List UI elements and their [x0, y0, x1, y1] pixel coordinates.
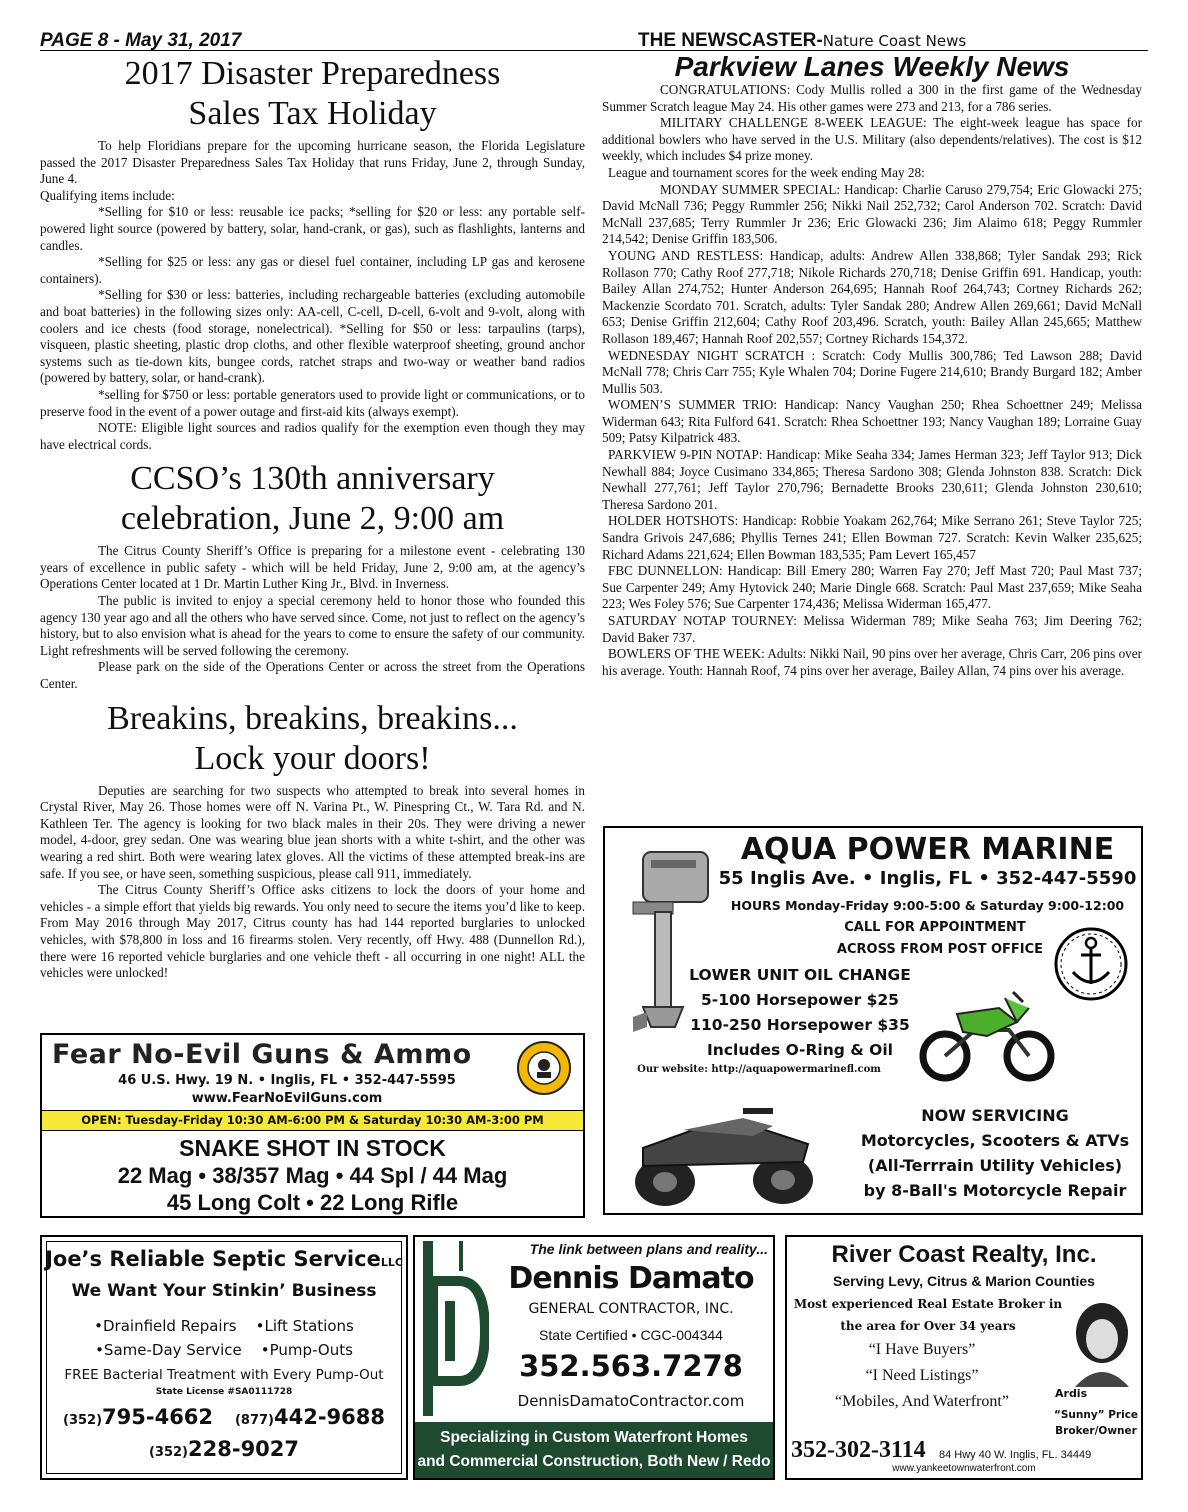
joe-phone: 228-9027	[188, 1437, 300, 1461]
article-paragraph: Please park on the side of the Operations Center or across the street from the Operations Center.	[40, 659, 585, 692]
river-agent-title: Broker/Owner	[1055, 1425, 1137, 1437]
dennis-company: GENERAL CONTRACTOR, INC.	[528, 1301, 734, 1317]
joe-phones-row	[42, 1405, 406, 1429]
parkview-title: Parkview Lanes Weekly News	[674, 51, 1070, 82]
river-quote: “Mobiles, And Waterfront”	[835, 1393, 1009, 1410]
parkview-paragraph: PARKVIEW 9-PIN NOTAP: Handicap: Mike Seaha 334; James Herman 323; Jeff Taylor 913; Dick Newhall 884; Joyce Cusimano 334,865; Theresa Sardono 308; Glenda Johnston 838. Scratch: Dick Newhall 277,761; Jeff Taylor 270,796; Bernadette Brooks 230,611; Glenda Johnston 230,610; Theresa Sardono 201.	[602, 447, 1142, 512]
joe-service: •Drainfield Repairs	[94, 1317, 237, 1335]
dennis-phone: 352.563.7278	[519, 1349, 743, 1383]
dennis-tagline: The link between plans and reality...	[529, 1241, 768, 1257]
river-agent-name: “Sunny” Price	[1053, 1409, 1139, 1421]
headline-line: CCSO’s 130th anniversary	[130, 460, 495, 498]
contractor-logo	[419, 1241, 489, 1416]
ad-joes-septic	[40, 1235, 408, 1480]
aqua-name: AQUA POWER MARINE	[740, 832, 1115, 867]
parkview-paragraph: WOMEN’S SUMMER TRIO: Handicap: Nancy Vaughan 250; Rhea Schoettner 249; Melissa Widerman 643; Rita Fulford 641. Scratch: Rhea Schoettner 193; Nancy Vaughan 189; Lorraine Guay 509; Patsy Kilpatrick 483.	[602, 397, 1142, 446]
fear-hours: OPEN: Tuesday-Friday 10:30 AM-6:00 PM & Saturday 10:30 AM-3:00 PM	[42, 1110, 583, 1131]
headline-line: Lock your doors!	[194, 739, 431, 777]
article-headline	[40, 54, 585, 134]
headline-line: celebration, June 2, 9:00 am	[120, 500, 505, 538]
joe-phone: 442-9688	[274, 1405, 385, 1429]
dennis-specialty-bar	[415, 1422, 773, 1478]
atv-icon	[623, 1090, 823, 1210]
parkview-paragraph: YOUNG AND RESTLESS: Handicap, adults: Andrew Allen 338,868; Tyler Sandak 293; Rick Rollason 770; Cathy Roof 277,718; Nikole Richards 270,718; Denise Griffin 691. Handicap, youth: Bailey Allan 274,752; Hunter Anderson 264,695; Hannah Roof 264,743; Cortney Richards 262; Mackenzie Scordato 701. Scratch, adults: Tyler Sandak 280; Andrew Allen 269,661; David McNall 653; Denise Griffin 212,604; Cathy Roof 203,496. Scratch, youth: Bailey Allan 245,665; Matthew Rollason 189,467; Hannah Roof 202,557; Cortney Richards 154,372.	[602, 247, 1142, 346]
river-phone: 352-302-3114	[791, 1437, 926, 1463]
article-paragraph: The public is invited to enjoy a special ceremony held to honor those who founded this agency 130 year ago and all the others who have served since. Come, not just to reflect on the agency’s history, but to also envision what is ahead for the years to come to ensure the safety of our community. Light refreshments will be served following the ceremony.	[40, 593, 585, 658]
river-name: River Coast Realty, Inc.	[831, 1241, 1097, 1268]
parkview-paragraph: MONDAY SUMMER SPECIAL: Handicap: Charlie Caruso 279,754; Eric Glowacki 275; David McNall 736; Peggy Rummler 256; Nikki Nail 252,732; Carol Anderson 702. Scratch: David McNall 237,685; Terry Rummler Jr 236; Eric Glowacki 236; Jim Alaimo 618; Peggy Rummler 214,542; Denise Griffin 183,506.	[602, 181, 1142, 247]
article-sales-tax	[40, 54, 585, 453]
agent-photo	[1067, 1299, 1137, 1387]
joe-name-text: Joe’s Reliable Septic Service	[45, 1247, 381, 1271]
fear-name: Fear No-Evil Guns & Ammo	[52, 1039, 472, 1070]
joe-name-suffix: LLC	[380, 1256, 403, 1269]
river-website: www.yankeetownwaterfront.com	[892, 1463, 1036, 1474]
parkview-paragraph: SATURDAY NOTAP TOURNEY: Melissa Widerman 789; Mike Seaha 763; Jim Deering 762; David Baker 737.	[602, 613, 1142, 645]
article-paragraph: *selling for $750 or less: portable generators used to provide light or communications, or to preserve food in the event of a power outage and first-aid kits (always exempt).	[40, 386, 585, 419]
dennis-certification: State Certified • CGC-004344	[539, 1327, 723, 1343]
article-paragraph: Qualifying items include:	[40, 187, 175, 203]
aqua-hours: HOURS Monday-Friday 9:00-5:00 & Saturday 9:00-12:00	[730, 898, 1125, 913]
aqua-service-line: Motorcycles, Scooters & ATVs	[860, 1131, 1130, 1150]
river-experience: the area for Over 34 years	[840, 1319, 1016, 1333]
river-serving: Serving Levy, Citrus & Marion Counties	[833, 1273, 1095, 1289]
joe-phone: 795-4662	[102, 1405, 214, 1429]
parkview-paragraph: CONGRATULATIONS: Cody Mullis rolled a 300 in the first game of the Wednesday Summer Scratch league May 24. His other games were 273 and 213, for a 786 series.	[602, 82, 1142, 114]
left-column	[40, 52, 585, 982]
article-paragraph: The Citrus County Sheriff’s Office is preparing for a milestone event - celebrating 130 years of excellence in public safety - which will be held Friday, June 2, 9:00 am, at the agency’s Operations Center located at 1 Dr. Martin Luther King Jr., Blvd. in Inverness.	[40, 543, 585, 592]
dennis-specialty-line: Specializing in Custom Waterfront Homes	[440, 1429, 748, 1446]
phone-area: (352)	[63, 1413, 103, 1428]
masthead-subtitle: Nature Coast News	[822, 32, 967, 50]
article-paragraph: *Selling for $30 or less: batteries, including rechargeable batteries (excluding automobile and boat batteries) in the following sizes only: AA-cell, C-cell, D-cell, 6-volt and 9-volt, along with coolers and ice chests (food storage, nonelectrical). *Selling for $50 or less: tarpaulins (tarps), visqueen, plastic sheeting, plastic drop cloths, and other flexible waterproof sheeting, ground anchor systems such as tie-down kits, bungee cords, ratchet straps and two-way or weather band radios (powered by battery, solar, or hand-crank).	[40, 287, 585, 386]
parkview-column	[602, 52, 1142, 679]
aqua-oil-line: Includes O-Ring & Oil	[707, 1041, 893, 1059]
paper-masthead	[638, 30, 966, 52]
aqua-oil-title: LOWER UNIT OIL CHANGE	[689, 966, 911, 984]
dennis-website: DennisDamatoContractor.com	[517, 1392, 745, 1410]
joe-name	[42, 1247, 406, 1271]
anchor-icon	[1053, 926, 1129, 1002]
parkview-paragraph: FBC DUNNELLON: Handicap: Bill Emery 280; Warren Fay 270; Jeff Mast 720; Paul Mast 737; Sue Carpenter 249; Amy Hytovick 240; Marie Dingle 668. Scratch: Paul Mast 237,659; Mike Seaha 223; Wes Foley 576; Sue Carpenter 174,436; Melissa Widerman 165,477.	[602, 563, 1142, 612]
parkview-paragraph: WEDNESDAY NIGHT SCRATCH : Scratch: Cody Mullis 300,786; Ted Lawson 288; David McNall 778; Chris Carr 755; Kyle Whalen 704; Dorine Fugere 214,610; Brandy Burgard 182; Amber Mullis 503.	[602, 347, 1142, 396]
article-paragraph: Deputies are searching for two suspects who attempted to break into several homes in Crystal River, May 26. Those homes were off N. Varina Pt., W. Pinespring Ct., W. Tara Rd. and N. Kathleen Ter. The agency is looking for two black males in their 20s. They were driving a newer model, 4-door, grey sedan. One was wearing blue jean shorts with a white t-shirt, and the other was wearing a red shirt. Both were wearing latex gloves. All the victims of these attempted break-ins are safe. If you see, or have seen, something suspicious, please call 911, immediately.	[40, 782, 585, 881]
ad-dennis-damato	[413, 1235, 775, 1480]
parkview-paragraph: MILITARY CHALLENGE 8-WEEK LEAGUE: The eight-week league has space for additional bowlers who have served in the U.S. Military (also dependents/relatives). The cost is $12 weekly, which includes $4 prize money.	[602, 115, 1142, 164]
article-paragraph: To help Floridians prepare for the upcoming hurricane season, the Florida Legislature passed the 2017 Disaster Preparedness Sales Tax Holiday that runs Friday, June 2, through Sunday, June 4.	[40, 138, 585, 187]
river-quote: “I Have Buyers”	[868, 1341, 976, 1358]
parkview-paragraph: BOWLERS OF THE WEEK: Adults: Nikki Nail, 90 pins over her average, Chris Carr, 206 pins over his average. Youth: Hannah Roof, 74 pins over her average, Bailey Allan, 74 pins over his average.	[602, 646, 1142, 678]
river-experience: Most experienced Real Estate Broker in	[793, 1297, 1063, 1311]
headline-line: Breakins, breakins, breakins...	[107, 699, 518, 737]
aqua-website: Our website: http://aquapowermarinefl.com	[637, 1064, 881, 1075]
ad-river-coast-realty	[785, 1235, 1143, 1480]
article-breakins	[40, 699, 585, 982]
headline-line: Sales Tax Holiday	[188, 95, 437, 132]
phone-area: (877)	[234, 1413, 274, 1428]
joe-tagline: We Want Your Stinkin’ Business	[71, 1281, 377, 1301]
dirt-bike-icon	[917, 978, 1057, 1083]
fear-headline: SNAKE SHOT IN STOCK	[179, 1135, 446, 1161]
river-address: 84 Hwy 40 W. Inglis, FL. 34449	[939, 1449, 1092, 1461]
article-headline	[40, 459, 585, 539]
page-date-header: PAGE 8 - May 31, 2017	[40, 30, 242, 51]
fear-address: 46 U.S. Hwy. 19 N. • Inglis, FL • 352-447-5595	[118, 1073, 456, 1088]
joe-license: State License #SA0111728	[155, 1387, 293, 1397]
article-paragraph: *Selling for $25 or less: any gas or diesel fuel container, including LP gas and kerosene containers).	[40, 254, 585, 286]
headline-line: 2017 Disaster Preparedness	[124, 55, 501, 92]
aqua-service-line: by 8-Ball's Motorcycle Repair	[863, 1181, 1127, 1200]
article-ccso-anniversary	[40, 459, 585, 692]
river-quote: “I Need Listings”	[865, 1367, 979, 1384]
joe-services-row	[42, 1341, 406, 1359]
aqua-oil-line: 110-250 Horsepower $35	[690, 1016, 910, 1034]
masthead-title: THE NEWSCASTER-	[638, 30, 823, 51]
ad-aqua-power-marine	[603, 826, 1143, 1215]
fear-calibers: 45 Long Colt • 22 Long Rifle	[166, 1190, 459, 1215]
article-paragraph: NOTE: Eligible light sources and radios qualify for the exemption even though they may have electrical cords.	[40, 420, 585, 452]
joe-phones-row	[42, 1437, 406, 1461]
aqua-service-line: (All-Terrrain Utility Vehicles)	[867, 1156, 1123, 1175]
joe-service: •Pump-Outs	[260, 1341, 353, 1359]
aqua-service-line: NOW SERVICING	[921, 1106, 1069, 1125]
phone-area: (352)	[148, 1445, 189, 1460]
joe-services-row	[42, 1317, 406, 1335]
parkview-paragraph: HOLDER HOTSHOTS: Handicap: Robbie Yoakam 262,764; Mike Serrano 261; Steve Taylor 725; Sandra Grivois 247,686; Phyllis Ternes 241; Ellen Bowman 727. Scratch: Kevin Walker 235,625; Richard Adams 221,624; Ellen Bowman 183,535; Pam Levert 165,457	[602, 513, 1142, 562]
ad-fear-no-evil	[40, 1033, 585, 1218]
river-agent-name: Ardis	[1055, 1387, 1088, 1400]
fear-website: www.FearNoEvilGuns.com	[191, 1091, 383, 1106]
aqua-address: 55 Inglis Ave. • Inglis, FL • 352-447-5590	[718, 868, 1137, 889]
joe-service: •Lift Stations	[255, 1317, 354, 1335]
aqua-appointment: CALL FOR APPOINTMENT	[844, 920, 1026, 935]
article-paragraph: *Selling for $10 or less: reusable ice packs; *selling for $20 or less: any portable self-powered light source (powered by battery, solar, hand-crank, or gas), such as flashlights, lanterns and candles.	[40, 204, 585, 253]
aqua-location: ACROSS FROM POST OFFICE	[836, 942, 1044, 957]
article-paragraph: The Citrus County Sheriff’s Office asks citizens to lock the doors of your home and vehicles - a simple effort that yields big rewards. You only need to secure the items you’d like to keep. From May 2016 through May 2017, Citrus county has had 144 reported burglaries to unlocked vehicles, with $78,800 in loss and 16 firearms stolen. Very recently, off Hwy. 488 (Dunnellon Rd.), there were 16 reported vehicle burglaries and one vehicle theft - all occurring in one night! ALL the vehicles were unlocked!	[40, 882, 585, 981]
parkview-paragraph: League and tournament scores for the week ending May 28:	[608, 164, 925, 180]
article-headline	[40, 699, 585, 779]
joe-service: •Same-Day Service	[95, 1341, 242, 1359]
dennis-specialty-line: and Commercial Construction, Both New / Redo	[417, 1453, 771, 1470]
aqua-oil-line: 5-100 Horsepower $25	[701, 991, 899, 1009]
fear-calibers: 22 Mag • 38/357 Mag • 44 Spl / 44 Mag	[117, 1163, 508, 1188]
dennis-name: Dennis Damato	[508, 1261, 754, 1296]
joe-free-treatment: FREE Bacterial Treatment with Every Pump-Out	[64, 1367, 384, 1383]
outboard-motor-icon	[613, 842, 723, 1042]
